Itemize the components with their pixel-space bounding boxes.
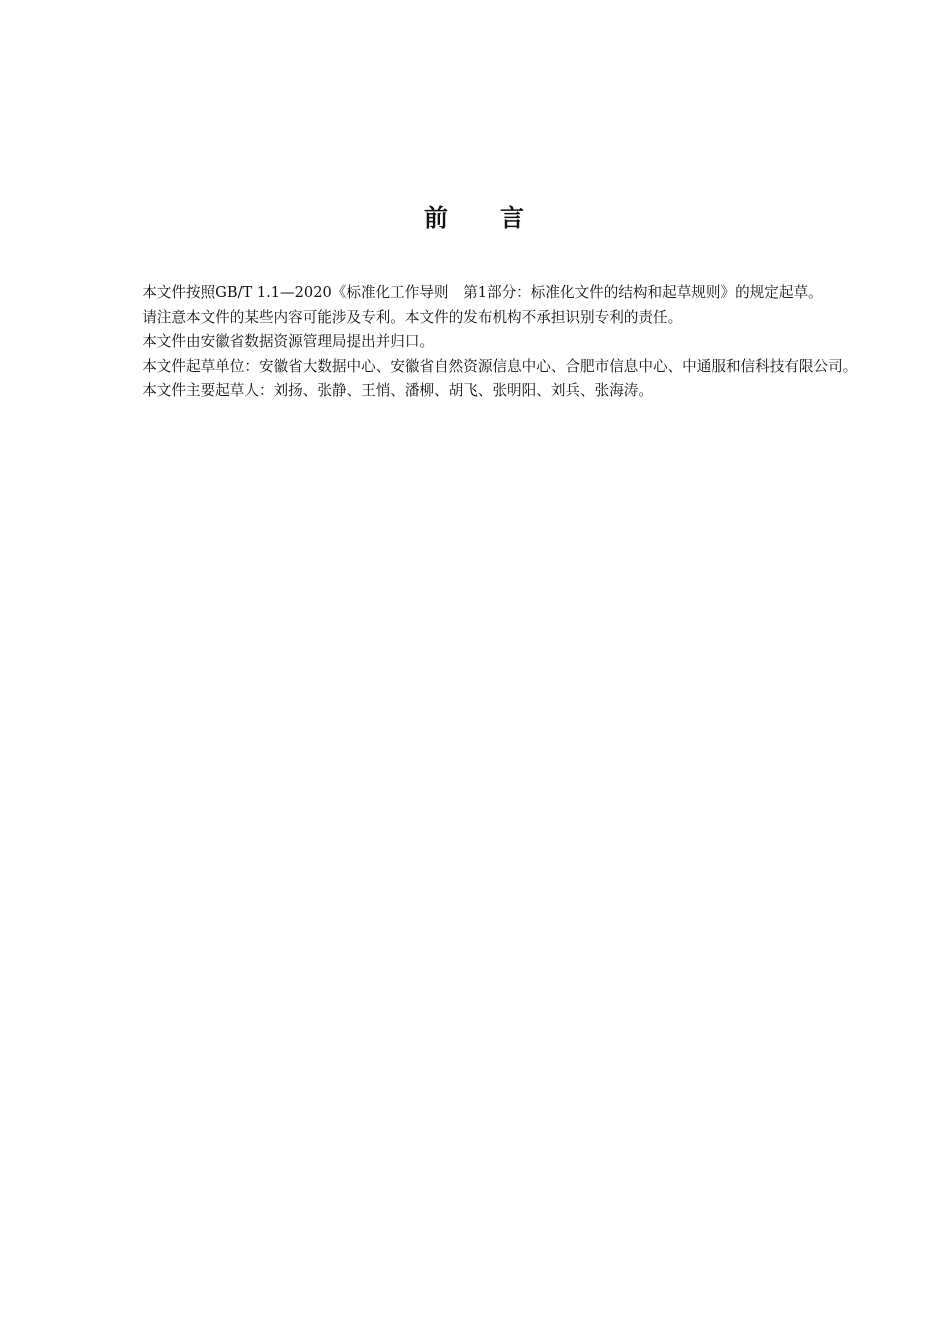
page-title-char-2: 言 <box>500 204 526 232</box>
paragraph-drafting-rules: 本文件按照GB/T 1.1—2020《标准化工作导则 第1部分：标准化文件的结构和起草规则》的规定起草。 <box>142 284 823 301</box>
paragraph-drafting-units: 本文件起草单位：安徽省大数据中心、安徽省自然资源信息中心、合肥市信息中心、中通服和信科技有限公司。 <box>142 357 858 375</box>
paragraph-patent-notice: 请注意本文件的某些内容可能涉及专利。本文件的发布机构不承担识别专利的责任。 <box>142 308 683 326</box>
paragraph-drafters: 本文件主要起草人：刘扬、张静、王悄、潘柳、胡飞、张明阳、刘兵、张海涛。 <box>142 382 653 399</box>
paragraph-proposer: 本文件由安徽省数据资源管理局提出并归口。 <box>142 333 435 350</box>
foreword-body <box>113 281 861 404</box>
page-title <box>0 200 950 236</box>
page-title-char-1: 前 <box>424 204 450 232</box>
